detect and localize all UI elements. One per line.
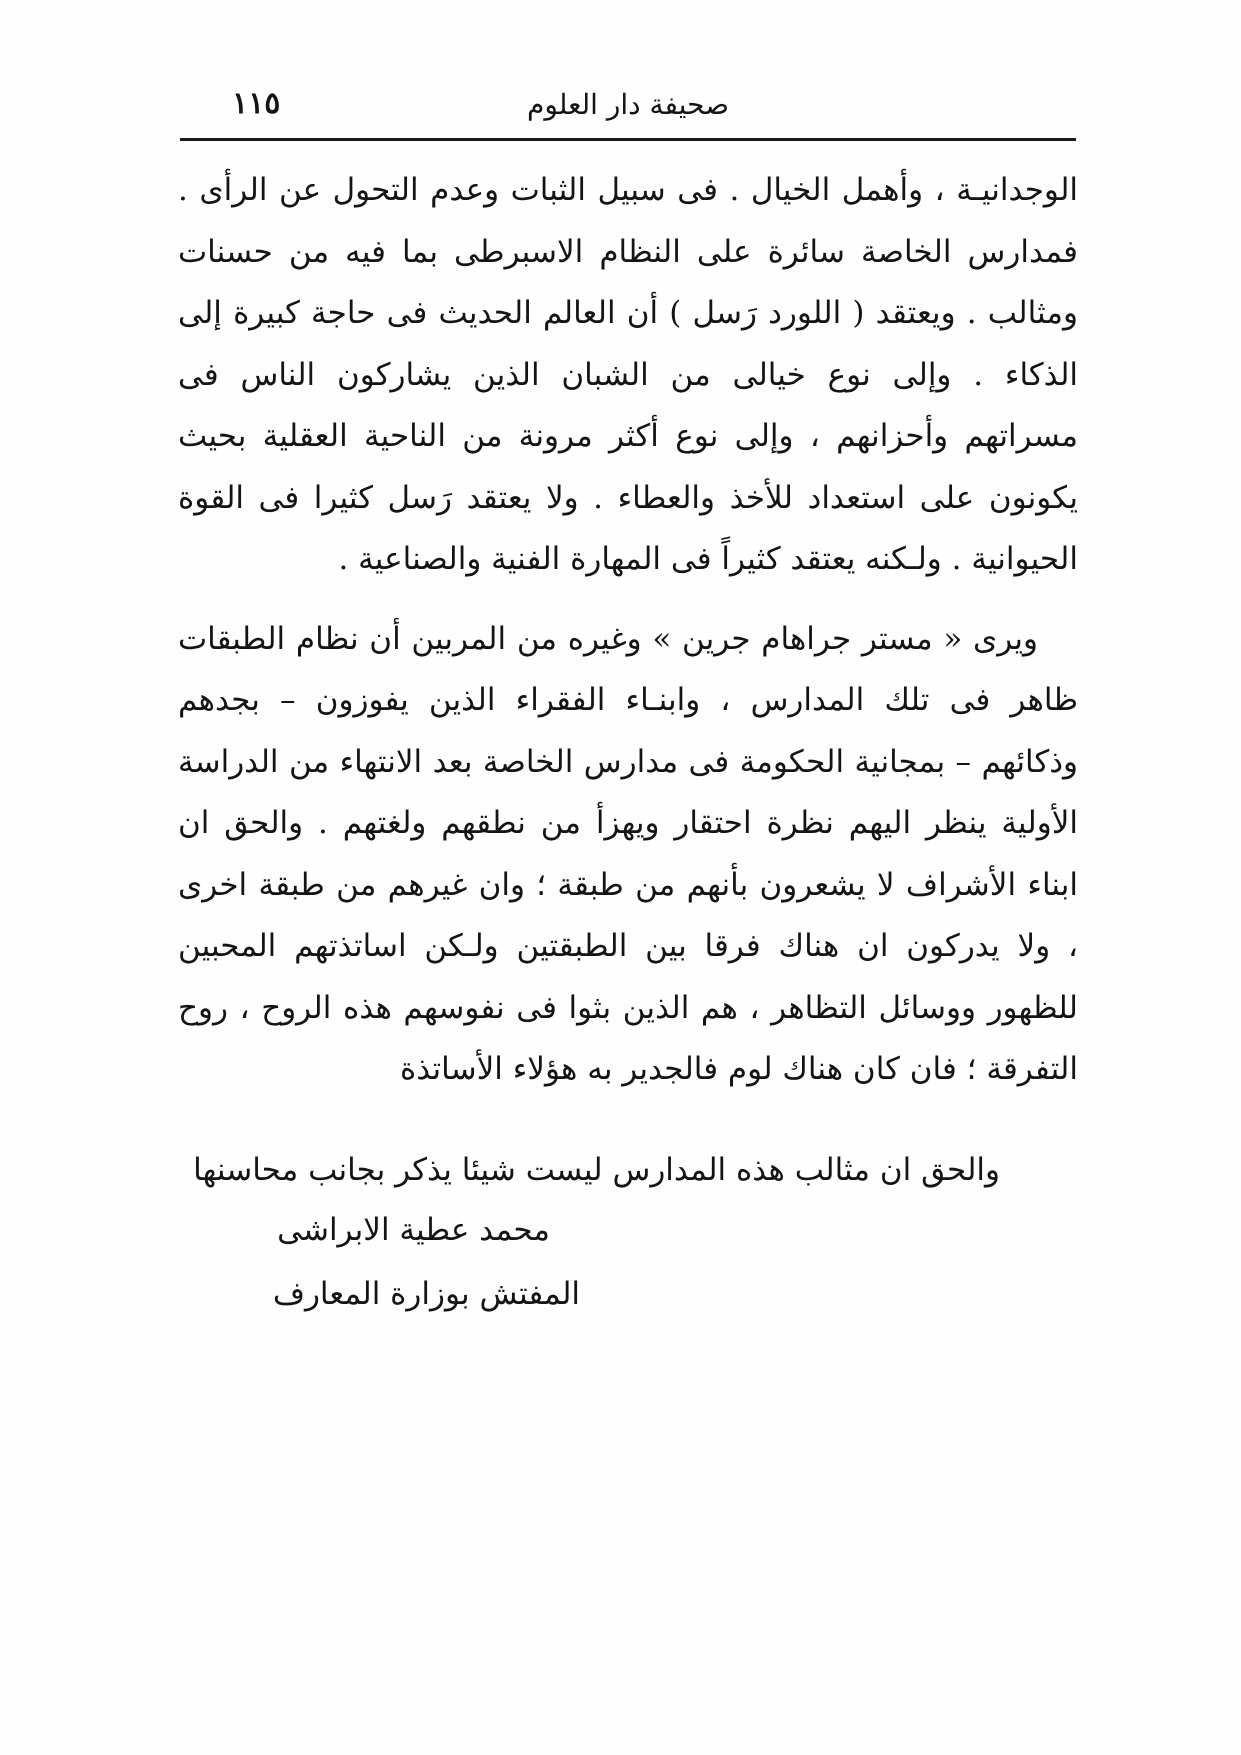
page-header	[180, 82, 1076, 132]
author-name: محمد عطية الابراشى	[277, 1212, 550, 1248]
author-title: المفتش بوزارة المعارف	[272, 1276, 580, 1312]
closing-statement	[178, 1140, 1078, 1200]
signature-block	[270, 1198, 580, 1326]
running-title: صحيفة دار العلوم	[527, 88, 729, 121]
header-rule	[180, 138, 1076, 141]
article-body	[178, 160, 1078, 1101]
page-number: ١١٥	[232, 86, 281, 121]
closing-line: والحق ان مثالب هذه المدارس ليست شيئا يذكر بجانب محاسنها	[193, 1152, 1000, 1188]
paragraph-2: ويرى « مستر جراهام جرين » وغيره من المربين أن نظام الطبقات ظاهر فى تلك المدارس ، وابنـاء الفقراء الذين يفوزون – بجدهم وذكائهم – بمجانية الحكومة فى مدارس الخاصة بعد الانتهاء من الدراسة الأولية ينظر اليهم نظرة احتقار ويهزأ من نطقهم ولغتهم . والحق ان ابناء الأشراف لا يشعرون بأنهم من طبقة ؛ وان غيرهم من طبقة اخرى ، ولا يدركون ان هناك فرقا بين الطبقتين ولـكن اساتذتهم المحبين للظهور ووسائل التظاهر ، هم الذين بثوا فى نفوسهم هذه الروح ، روح التفرقة ؛ فان كان هناك لوم فالجدير به هؤلاء الأساتذة	[178, 620, 1078, 1087]
paragraph-1: الوجدانيـة ، وأهمل الخيال . فى سبيل الثبات وعدم التحول عن الرأى . فمدارس الخاصة سائرة على النظام الاسبرطى بما فيه من حسنات ومثالب . ويعتقد ( اللورد رَسل ) أن العالم الحديث فى حاجة كبيرة إلى الذكاء . وإلى نوع خيالى من الشبان الذين يشاركون الناس فى مسراتهم وأحزانهم ، وإلى نوع أكثر مرونة من الناحية العقلية بحيث يكونون على استعداد للأخذ والعطاء . ولا يعتقد رَسل كثيرا فى القوة الحيوانية . ولـكنه يعتقد كثيراً فى المهارة الفنية والصناعية .	[178, 172, 1078, 577]
